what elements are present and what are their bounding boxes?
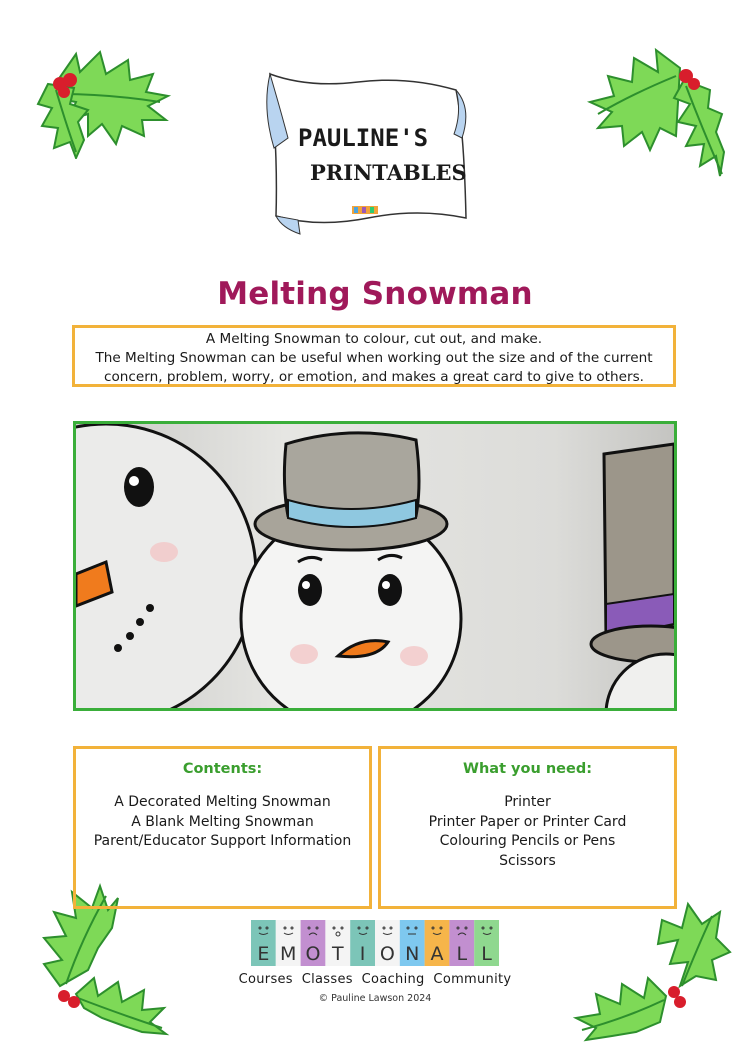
emotionall-letter: M xyxy=(279,943,297,965)
needs-item: Colouring Pencils or Pens xyxy=(439,833,616,849)
emotionall-letter: N xyxy=(405,943,420,965)
needs-item: Scissors xyxy=(499,852,556,869)
intro-line-2: The Melting Snowman can be useful when working out the size and of the current xyxy=(95,350,653,366)
pauline-printables-logo xyxy=(258,68,480,238)
footer-tagline: Courses Classes Coaching Community xyxy=(238,972,512,987)
emotionall-letter: E xyxy=(257,943,270,965)
holly-icon-top-left xyxy=(18,24,193,159)
logo-brand-line2: PRINTABLES xyxy=(310,160,467,185)
emotionall-logo xyxy=(251,920,499,966)
contents-item: A Blank Melting Snowman xyxy=(131,813,314,830)
contents-item: Parent/Educator Support Information xyxy=(93,833,352,849)
holly-icon-top-right xyxy=(572,28,732,188)
snowman-photo xyxy=(73,421,677,711)
needs-item: Printer xyxy=(504,794,551,810)
needs-heading: What you need: xyxy=(462,761,593,777)
snowman-illustration xyxy=(76,424,674,708)
contents-box xyxy=(73,746,372,909)
emotionall-letter: O xyxy=(305,943,321,965)
footer-copyright: © Pauline Lawson 2024 xyxy=(318,993,432,1004)
emotionall-letter: L xyxy=(456,943,468,965)
intro-line-1: A Melting Snowman to colour, cut out, and make. xyxy=(205,331,543,347)
intro-line-3: concern, problem, worry, or emotion, and makes a great card to give to others. xyxy=(104,369,644,385)
emotionall-letter: A xyxy=(430,943,444,965)
emotionall-letter: O xyxy=(379,943,395,965)
contents-item: A Decorated Melting Snowman xyxy=(114,794,331,810)
needs-box xyxy=(378,746,677,909)
emotionall-letter: L xyxy=(481,943,492,965)
intro-box xyxy=(72,325,676,387)
contents-heading: Contents: xyxy=(182,761,263,777)
page-title: Melting Snowman xyxy=(217,276,533,312)
emotionall-letter: T xyxy=(331,943,344,965)
logo-brand-line1: PAULINE'S xyxy=(298,124,429,152)
needs-item: Printer Paper or Printer Card xyxy=(428,813,627,830)
emotionall-letter: I xyxy=(359,943,366,965)
